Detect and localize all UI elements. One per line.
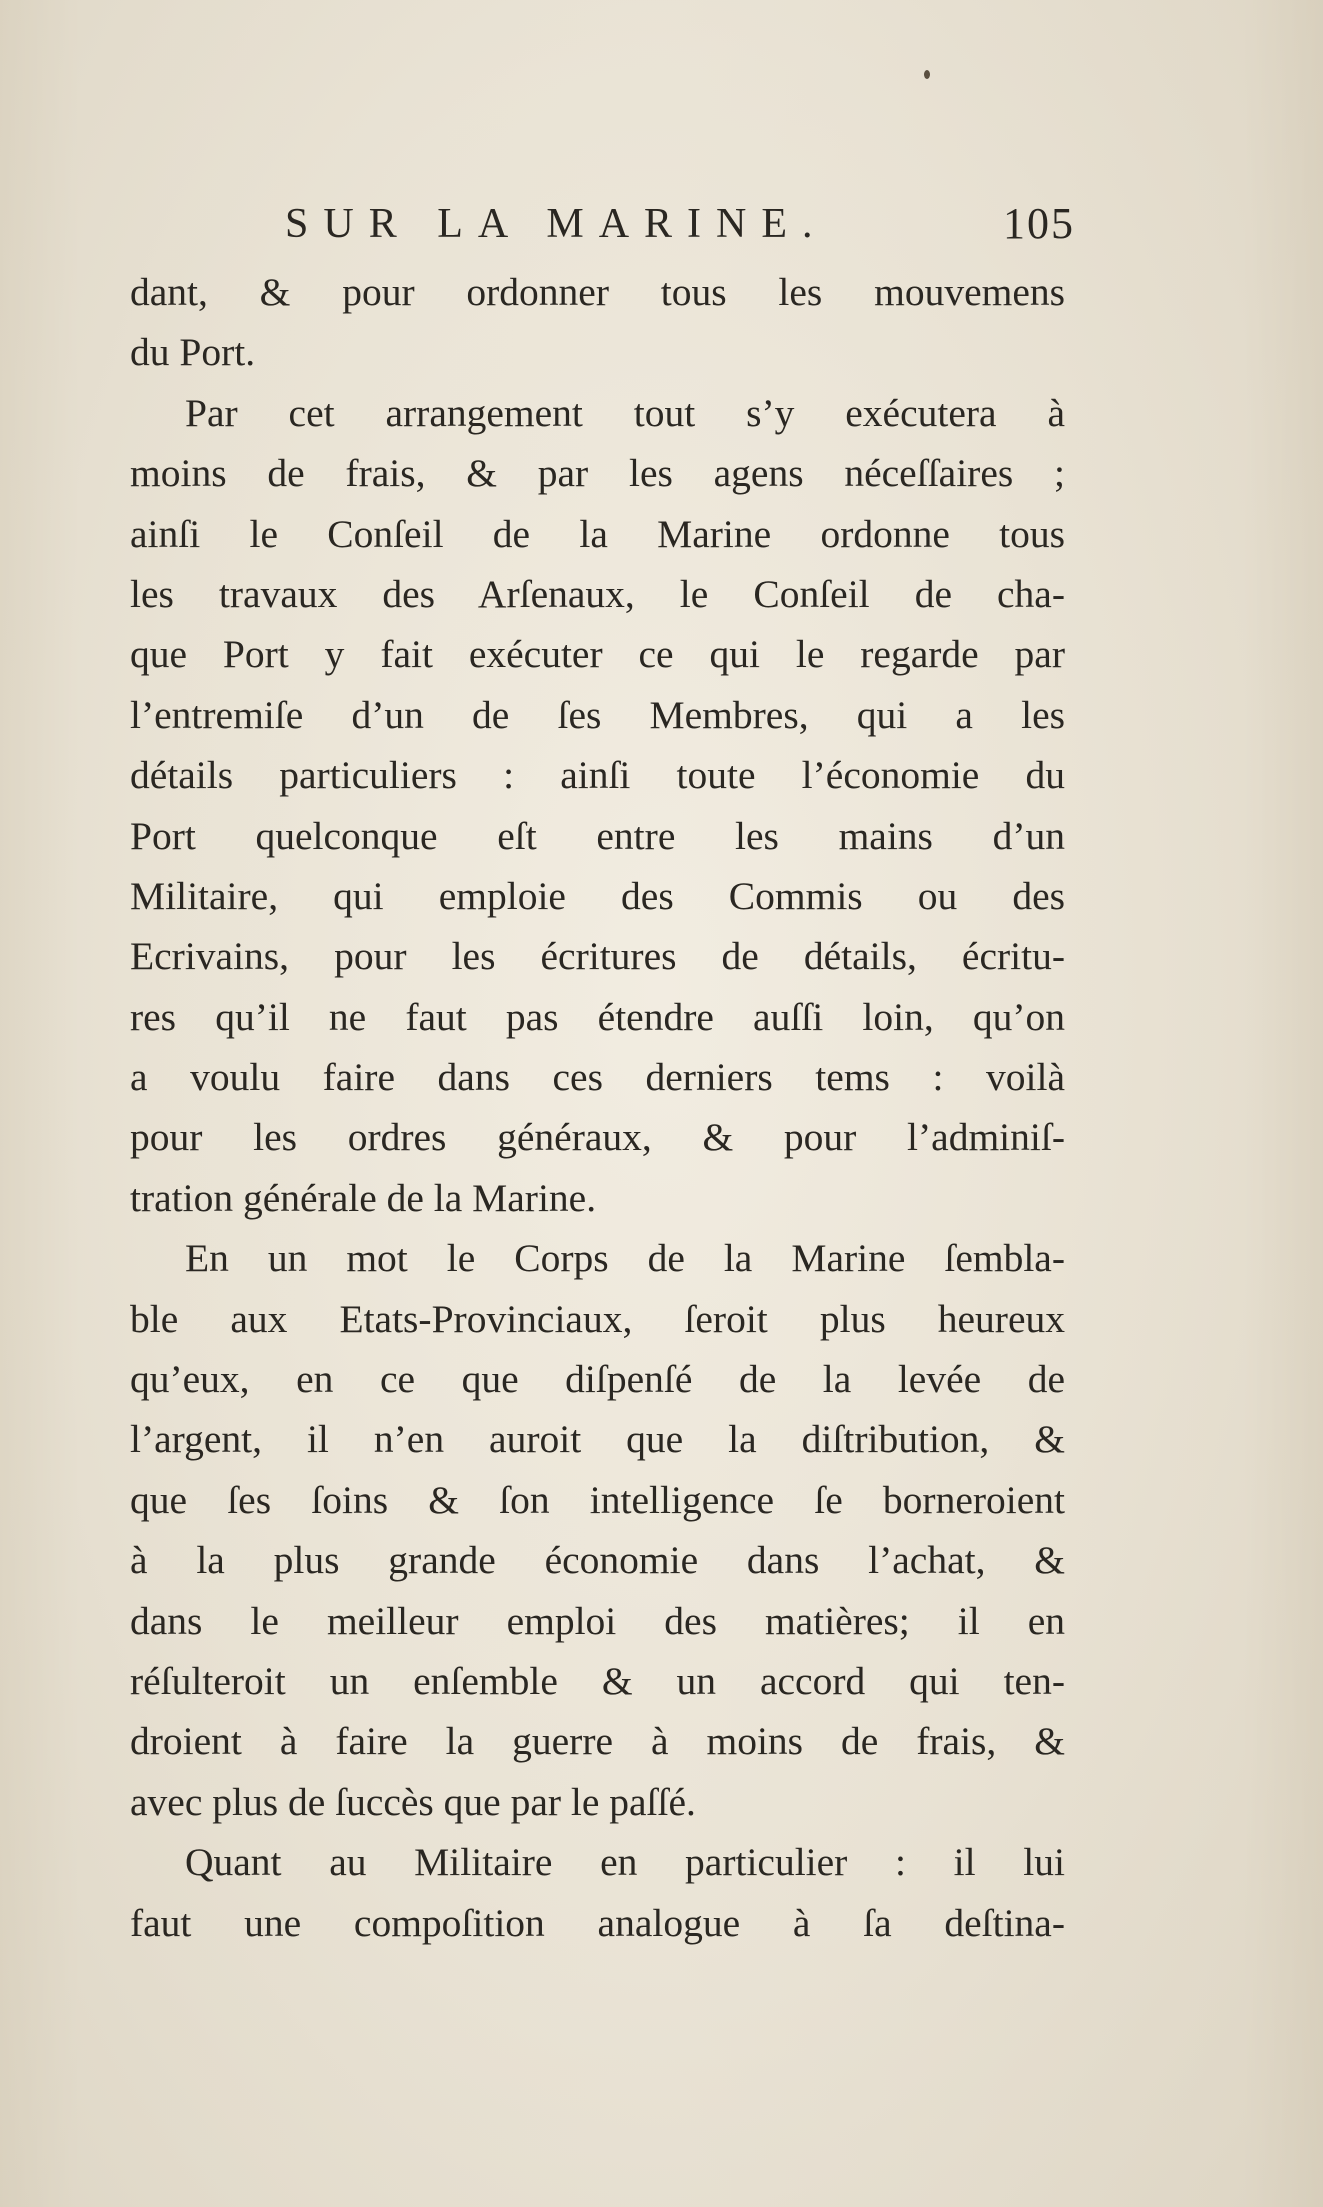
- text-line: avec plus de ſuccès que par le paſſé.: [130, 1779, 696, 1824]
- text-line: faut une compoſition analogue à ſa deſtina-: [130, 1900, 1065, 1945]
- ink-speck: [924, 70, 930, 79]
- text-line: dant, & pour ordonner tous les mouvemens: [130, 270, 1065, 314]
- page-number: 105: [1003, 199, 1075, 248]
- text-line: a voulu faire dans ces derniers tems : voilà: [130, 1055, 1065, 1100]
- text-line: que Port y fait exécuter ce qui le regarde par: [130, 632, 1065, 677]
- text-line: moins de frais, & par les agens néceſſaires ;: [130, 451, 1065, 496]
- text-line: tration générale de la Marine.: [130, 1175, 597, 1220]
- text-line: l’entremiſe d’un de ſes Membres, qui a les: [130, 692, 1065, 737]
- text-line: Port quelconque eſt entre les mains d’un: [130, 813, 1065, 858]
- text-line: Quant au Militaire en particulier : il lui: [185, 1840, 1065, 1885]
- text-line: à la plus grande économie dans l’achat, &: [130, 1538, 1065, 1583]
- text-line: En un mot le Corps de la Marine ſembla-: [185, 1236, 1065, 1281]
- text-line: les travaux des Arſenaux, le Conſeil de cha-: [130, 571, 1065, 616]
- text-line: droient à faire la guerre à moins de frais, &: [130, 1719, 1065, 1764]
- text-line: réſulteroit un enſemble & un accord qui ten-: [130, 1658, 1065, 1703]
- text-line: l’argent, il n’en auroit que la diſtribution, &: [130, 1417, 1065, 1462]
- text-line: qu’eux, en ce que diſpenſé de la levée de: [130, 1357, 1065, 1402]
- text-line: Ecrivains, pour les écritures de détails, écritu-: [130, 934, 1065, 979]
- text-line: pour les ordres généraux, & pour l’adminiſ-: [130, 1115, 1065, 1160]
- text-line: ble aux Etats-Provinciaux, ſeroit plus heureux: [130, 1296, 1065, 1341]
- text-line: du Port.: [130, 330, 256, 375]
- text-line: Par cet arrangement tout s’y exécutera à: [185, 390, 1065, 435]
- running-head: SUR LA MARINE.: [285, 201, 828, 247]
- text-line: ainſi le Conſeil de la Marine ordonne tous: [130, 511, 1065, 556]
- text-line: détails particuliers : ainſi toute l’économie du: [130, 753, 1065, 798]
- text-line: que ſes ſoins & ſon intelligence ſe borneroient: [130, 1477, 1065, 1522]
- page-header: [285, 196, 1075, 252]
- text-line: dans le meilleur emploi des matières; il en: [130, 1598, 1065, 1643]
- body-text: [130, 262, 1065, 1953]
- text-line: Militaire, qui emploie des Commis ou des: [130, 873, 1065, 918]
- text-line: res qu’il ne faut pas étendre auſſi loin, qu’on: [130, 994, 1065, 1039]
